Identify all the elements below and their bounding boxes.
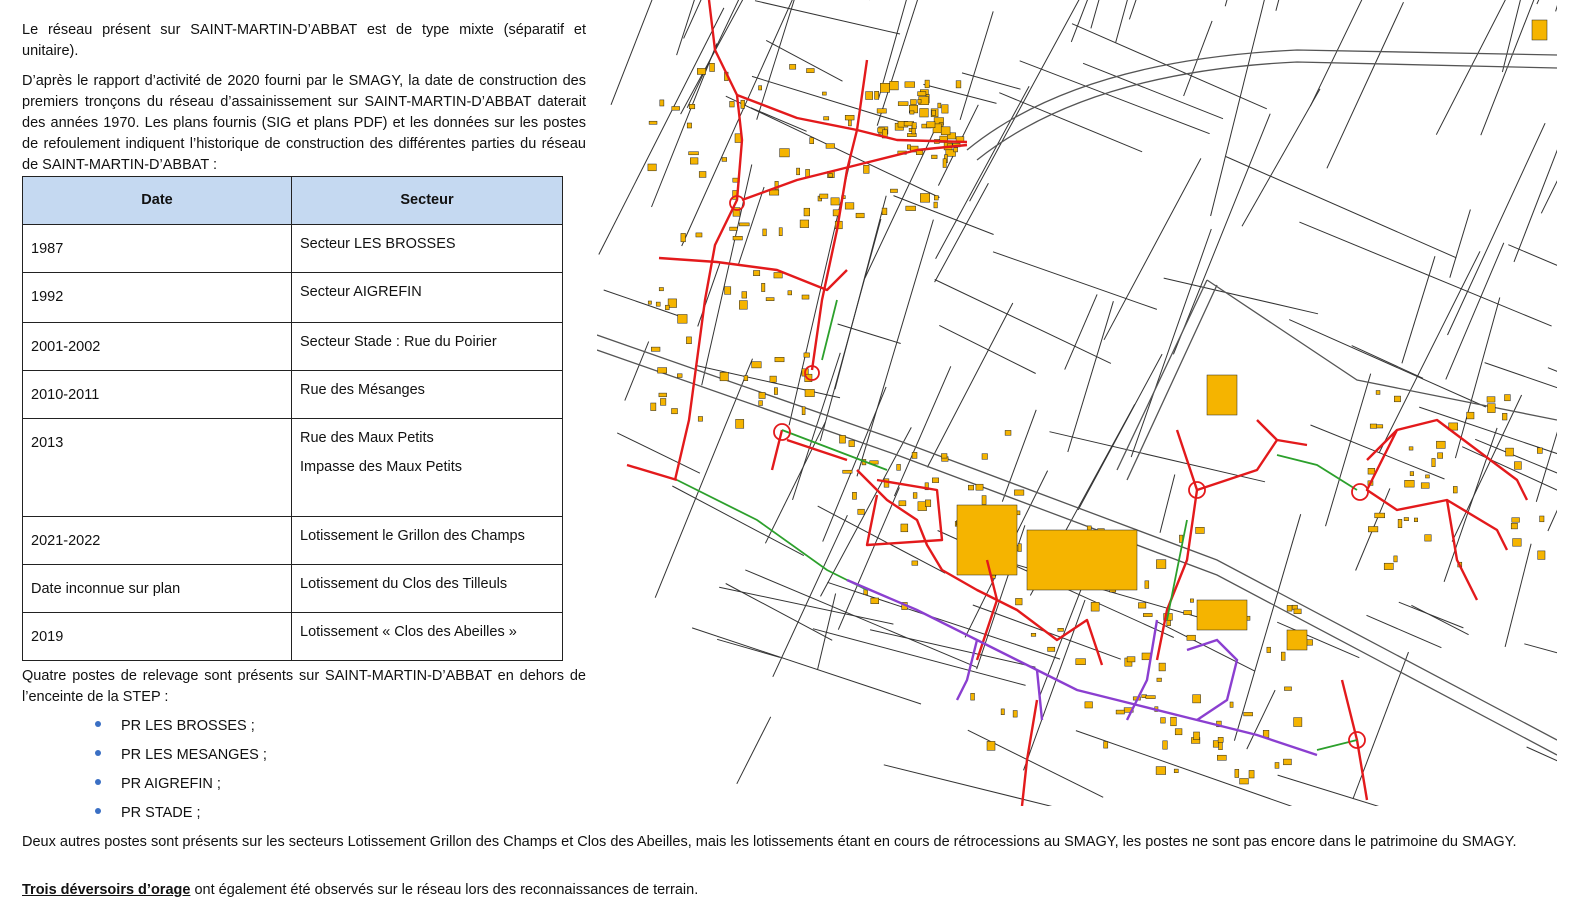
pumping-station-label: PR AIGREFIN ; — [121, 776, 221, 792]
building — [976, 484, 983, 490]
building — [1138, 603, 1146, 608]
building — [1294, 609, 1301, 614]
building — [1171, 717, 1177, 726]
cell-sector — [292, 565, 563, 613]
building — [1184, 611, 1192, 615]
building — [648, 164, 656, 171]
building — [925, 80, 929, 88]
sector-line: Impasse des Maux Petits — [300, 459, 462, 475]
building — [742, 292, 747, 299]
building — [658, 368, 667, 374]
pumping-intro: Quatre postes de relevage sont présents sur SAINT-MARTIN-D’ABBAT en dehors de l’enceinte de la STEP : — [22, 668, 586, 705]
building — [927, 122, 935, 128]
building — [982, 496, 986, 505]
building — [943, 159, 946, 168]
pumping-station-label: PR LES BROSSES ; — [121, 718, 255, 734]
building — [1370, 424, 1377, 428]
building — [932, 478, 938, 483]
building — [1506, 448, 1514, 456]
large-building — [1207, 375, 1237, 415]
building — [725, 287, 731, 295]
building — [1488, 404, 1496, 413]
building — [1410, 472, 1414, 476]
building — [681, 233, 686, 241]
building — [1031, 633, 1036, 636]
sector-line: Lotissement du Clos des Tilleuls — [300, 576, 508, 592]
building — [1540, 516, 1544, 522]
sector-line: Lotissement le Grillon des Champs — [300, 528, 525, 544]
building — [648, 301, 651, 304]
pumping-station-label: PR LES MESANGES ; — [121, 747, 267, 763]
bullet-icon — [95, 779, 101, 785]
building — [649, 121, 657, 124]
building — [687, 123, 691, 128]
cell-sector — [292, 323, 563, 371]
cell-sector — [292, 225, 563, 273]
building — [890, 81, 899, 90]
building — [1001, 709, 1004, 715]
building — [911, 100, 917, 105]
building — [690, 158, 698, 164]
overflow-text: ont également été observés sur le réseau lors des reconnaissances de terrain. — [190, 882, 699, 898]
building — [779, 228, 782, 236]
table-row — [23, 323, 563, 371]
building — [1487, 397, 1495, 402]
building — [678, 315, 688, 324]
building — [843, 470, 852, 473]
building — [942, 105, 948, 113]
large-building — [1197, 600, 1247, 630]
building — [1174, 769, 1178, 773]
building — [912, 561, 918, 565]
building — [762, 283, 765, 291]
building — [1146, 696, 1156, 699]
building — [849, 441, 855, 447]
building — [1230, 702, 1233, 707]
building — [800, 220, 809, 228]
building — [677, 374, 682, 378]
building — [697, 68, 705, 74]
building — [1426, 475, 1430, 478]
cell-date: 1992 — [23, 273, 292, 323]
cell-date: 2013 — [23, 419, 292, 517]
building — [1217, 755, 1226, 760]
building — [790, 64, 796, 69]
cell-sector — [292, 273, 563, 323]
building — [689, 152, 699, 155]
building — [810, 138, 814, 144]
table-row — [23, 565, 563, 613]
building — [802, 295, 809, 299]
building — [775, 357, 784, 362]
building — [660, 100, 664, 106]
building — [920, 109, 929, 118]
building — [710, 63, 715, 71]
building — [739, 301, 747, 310]
building — [1375, 513, 1385, 518]
table-header-row — [23, 177, 563, 225]
building — [1048, 647, 1055, 651]
building — [1281, 652, 1285, 660]
building — [890, 189, 897, 192]
building — [1398, 519, 1402, 527]
building — [871, 598, 879, 604]
building — [1432, 458, 1435, 466]
building — [982, 454, 988, 460]
sector-line: Secteur AIGREFIN — [300, 284, 422, 300]
building — [1159, 663, 1165, 671]
table-row — [23, 273, 563, 323]
building — [1175, 729, 1182, 735]
building — [665, 305, 669, 310]
building — [1127, 657, 1135, 662]
building — [736, 419, 744, 428]
overflow-highlight: Trois déversoirs d’orage — [22, 882, 191, 898]
building — [1249, 770, 1254, 778]
building — [744, 376, 748, 381]
building — [1143, 613, 1152, 616]
building — [1425, 535, 1432, 541]
history-table — [22, 176, 563, 661]
building — [696, 233, 702, 237]
building — [1240, 779, 1249, 785]
building — [1368, 527, 1378, 532]
building — [932, 155, 938, 159]
table-row — [23, 225, 563, 273]
building — [1213, 741, 1218, 748]
building — [1005, 430, 1011, 435]
building — [1267, 647, 1271, 652]
building — [660, 399, 666, 406]
building — [1376, 391, 1380, 395]
bullet-icon — [95, 750, 101, 756]
building — [934, 202, 938, 208]
list-item — [95, 716, 267, 745]
building — [699, 172, 706, 178]
building — [899, 501, 906, 506]
building — [910, 111, 914, 114]
building — [1156, 560, 1166, 569]
building — [1287, 605, 1292, 611]
building — [1384, 563, 1393, 569]
building — [1307, 640, 1313, 646]
building — [1502, 413, 1507, 420]
building — [905, 82, 915, 88]
cell-date: 2001-2002 — [23, 323, 292, 371]
building — [1193, 695, 1201, 703]
building — [1104, 742, 1108, 749]
cell-sector — [292, 419, 563, 517]
cell-sector — [292, 517, 563, 565]
building — [1511, 523, 1517, 529]
building — [866, 92, 873, 100]
building — [1161, 718, 1166, 724]
building — [1076, 659, 1086, 665]
table-row — [23, 613, 563, 661]
building — [807, 69, 815, 73]
building — [759, 401, 763, 406]
building — [898, 102, 908, 106]
building — [840, 435, 846, 443]
building — [1013, 711, 1017, 718]
table-row — [23, 517, 563, 565]
building — [802, 407, 805, 415]
building — [852, 492, 856, 499]
building — [864, 165, 870, 173]
building — [753, 271, 759, 276]
building — [925, 500, 931, 507]
building — [1368, 468, 1375, 474]
building — [826, 144, 835, 149]
building — [1453, 486, 1457, 493]
building — [1505, 395, 1511, 401]
building — [651, 347, 660, 351]
building — [766, 298, 774, 301]
building — [907, 145, 910, 149]
building — [987, 741, 995, 750]
building — [804, 208, 810, 216]
building — [1438, 453, 1443, 459]
other-posts-paragraph: Deux autres postes sont présents sur les secteurs Lotissement Grillon des Champs et Clos des Abeilles, mais les lotissements étant en cours de rétrocessions au SMAGY, les postes ne sont pas encore dans le patrimoine du SMAGY. — [22, 834, 1517, 850]
overflow-paragraph — [22, 880, 1222, 901]
building — [656, 302, 660, 306]
building — [659, 288, 663, 291]
building — [1196, 527, 1205, 533]
building — [733, 236, 742, 240]
cell-date: 1987 — [23, 225, 292, 273]
building — [1294, 718, 1302, 727]
building — [941, 454, 947, 459]
building — [897, 464, 901, 470]
building — [1421, 483, 1429, 489]
building — [797, 168, 800, 175]
building — [1284, 687, 1291, 691]
building — [1538, 551, 1545, 560]
building — [1058, 628, 1064, 631]
building — [880, 83, 889, 92]
sector-line: Lotissement « Clos des Abeilles » — [300, 624, 517, 640]
header-date: Date — [23, 177, 292, 225]
building — [759, 392, 765, 398]
building — [968, 485, 973, 490]
building — [698, 417, 702, 422]
intro-paragraph-2: D’après le rapport d’activité de 2020 fourni par le SMAGY, la date de construction des premiers tronçons du réseau d’assainissement sur SAINT-MARTIN-D’ABBAT daterait des années 1970. Les plans fournis (SIG et plans PDF) et les données sur les postes de refoulement indiquent l’historique de construction des différentes parties du réseau de SAINT-MARTIN-D’ABBAT : — [22, 73, 586, 173]
building — [659, 393, 667, 397]
cell-sector — [292, 613, 563, 661]
building — [686, 337, 691, 344]
large-building — [1027, 530, 1137, 590]
building — [856, 213, 864, 218]
building — [780, 149, 790, 157]
cell-date: 2019 — [23, 613, 292, 661]
pumping-station-list — [95, 716, 267, 832]
building — [1218, 737, 1223, 742]
building — [739, 223, 749, 226]
list-item — [95, 803, 267, 832]
building — [941, 127, 950, 135]
building — [1275, 763, 1279, 769]
building — [1018, 544, 1021, 552]
cell-date: Date inconnue sur plan — [23, 565, 292, 613]
building — [920, 194, 929, 203]
building — [1436, 441, 1445, 448]
building — [1190, 599, 1193, 602]
table-row — [23, 371, 563, 419]
building — [901, 524, 908, 532]
building — [1394, 556, 1397, 562]
sector-line: Rue des Maux Petits — [300, 430, 434, 446]
building — [1512, 518, 1520, 523]
building — [788, 291, 792, 295]
building — [913, 493, 917, 499]
building — [1405, 480, 1415, 487]
pumping-station-label: PR STADE ; — [121, 805, 201, 821]
building — [689, 104, 695, 109]
building — [1116, 710, 1124, 714]
list-item — [95, 745, 267, 774]
building — [877, 109, 886, 113]
building — [1091, 602, 1099, 611]
intro-paragraph-1: Le réseau présent sur SAINT-MARTIN-D’ABBAT est de type mixte (séparatif et unitaire). — [22, 22, 586, 59]
building — [956, 81, 961, 88]
bullet-icon — [95, 721, 101, 727]
building — [1194, 732, 1200, 740]
building — [918, 92, 926, 96]
cell-date: 2021-2022 — [23, 517, 292, 565]
building — [752, 362, 762, 368]
cell-sector — [292, 371, 563, 419]
building — [1467, 412, 1474, 419]
large-building — [1287, 630, 1307, 650]
bullet-icon — [95, 808, 101, 814]
building — [1244, 712, 1253, 716]
building — [1145, 581, 1149, 589]
building — [831, 198, 839, 205]
building — [1537, 448, 1542, 454]
building — [820, 194, 828, 198]
sector-line: Secteur Stade : Rue du Poirier — [300, 334, 497, 350]
building — [954, 148, 958, 152]
building — [932, 110, 936, 115]
building — [730, 101, 735, 107]
building — [971, 693, 975, 700]
building — [763, 229, 767, 236]
building — [1235, 769, 1239, 777]
building — [1513, 539, 1522, 547]
building — [1142, 653, 1151, 660]
table-row — [23, 419, 563, 517]
building — [912, 123, 916, 129]
building — [804, 353, 810, 357]
building — [858, 509, 865, 514]
building — [774, 273, 782, 279]
building — [1016, 598, 1023, 605]
building — [1409, 447, 1413, 450]
building — [845, 115, 854, 120]
large-building — [1532, 20, 1547, 40]
building — [912, 452, 917, 458]
sector-line: Rue des Mésanges — [300, 382, 425, 398]
building — [934, 196, 938, 201]
cell-date: 2010-2011 — [23, 371, 292, 419]
building — [720, 372, 728, 381]
building — [829, 174, 833, 177]
sector-line: Secteur LES BROSSES — [300, 236, 456, 252]
building — [918, 99, 921, 103]
building — [1187, 635, 1196, 640]
building — [722, 158, 727, 162]
building — [1514, 462, 1521, 470]
building — [1157, 678, 1162, 681]
building — [1085, 702, 1093, 708]
building — [906, 206, 916, 211]
building — [875, 91, 879, 99]
building — [1163, 741, 1168, 749]
building — [805, 389, 814, 396]
building — [672, 107, 680, 111]
building — [822, 92, 826, 95]
building — [938, 103, 941, 108]
building — [845, 203, 854, 209]
building — [1014, 490, 1024, 495]
header-sector: Secteur — [292, 177, 563, 225]
building — [741, 100, 745, 108]
building — [774, 388, 777, 395]
building — [916, 151, 923, 155]
building — [1394, 396, 1400, 402]
building — [730, 227, 738, 230]
building — [824, 117, 829, 120]
building — [759, 86, 762, 90]
building — [770, 376, 777, 382]
network-map — [597, 0, 1557, 806]
building — [651, 403, 656, 411]
building — [1156, 767, 1166, 775]
building — [1404, 518, 1409, 521]
building — [1283, 759, 1291, 765]
building — [672, 409, 678, 414]
building — [1414, 518, 1417, 522]
list-item — [95, 774, 267, 803]
building — [882, 208, 887, 215]
